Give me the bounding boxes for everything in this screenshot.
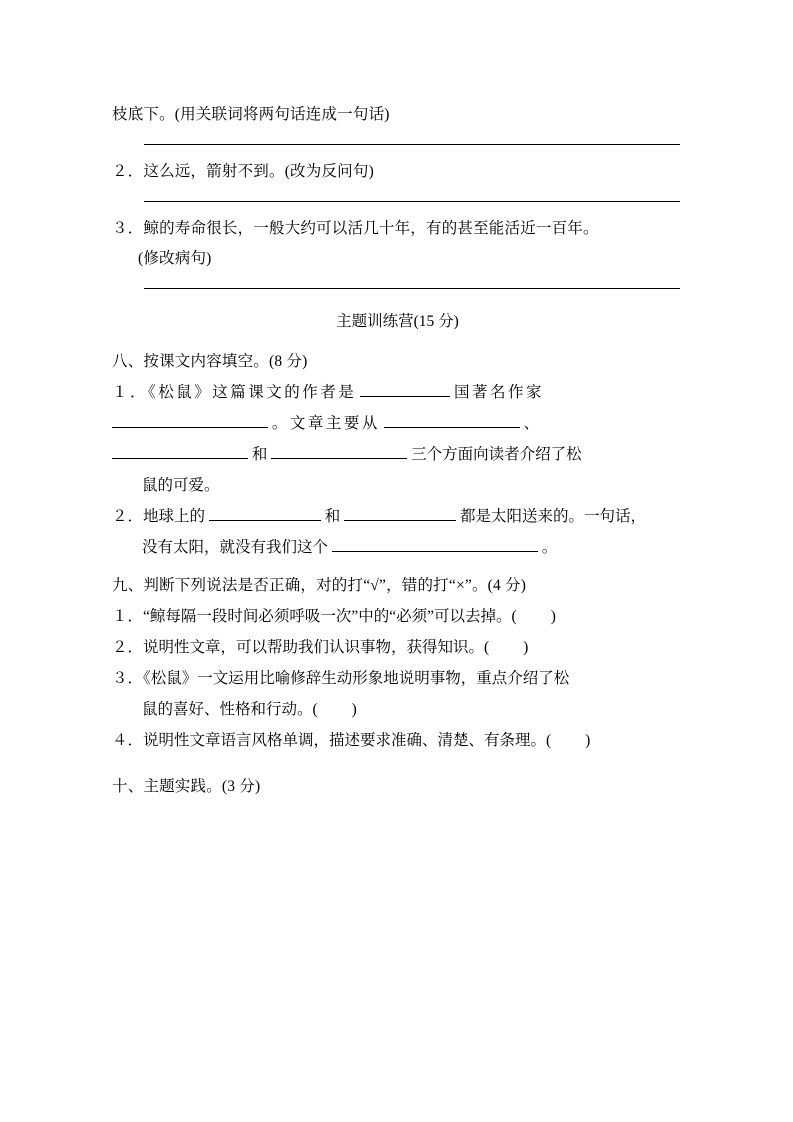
- fill-blank-6[interactable]: [209, 520, 321, 521]
- q9-1-close: ): [550, 608, 556, 625]
- q9-2-text: ２．说明性文章，可以帮助我们认识事物，获得知识。(: [112, 639, 490, 656]
- q8-2-text-b: 和: [324, 508, 341, 525]
- question-9-item-3-line2: [112, 694, 683, 725]
- question-8-title: 八、按课文内容填空。(8 分): [112, 353, 308, 370]
- q9-4-text: ４．说明性文章语言风格单调，描述要求准确、清楚、有条理。(: [112, 732, 552, 749]
- q8-1-text-d: 、: [523, 415, 542, 432]
- fill-blank-1[interactable]: [360, 396, 450, 397]
- question-7-item-3: ３．鲸的寿命很长，一般大约可以活几十年，有的甚至能活近一百年。: [112, 220, 599, 237]
- q8-1-text-b: 国著名作家: [454, 384, 545, 401]
- q9-4-close: ): [585, 732, 591, 749]
- question-8-item-1-line3: [112, 439, 683, 470]
- fill-blank-8[interactable]: [332, 551, 538, 552]
- fill-blank-3[interactable]: [384, 427, 520, 428]
- answer-line-3[interactable]: [144, 288, 680, 289]
- q9-3-text-b: 鼠的喜好、性格和行动。(: [142, 701, 318, 718]
- question-9-item-4: [112, 725, 683, 756]
- question-8-item-2-line2: [112, 532, 683, 563]
- question-9-item-2: [112, 632, 683, 663]
- question-9-item-3: ３．《松鼠》一文运用比喻修辞生动形象地说明事物，重点介绍了松: [112, 670, 570, 687]
- answer-line-1[interactable]: [144, 144, 680, 145]
- answer-line-2[interactable]: [144, 201, 680, 202]
- q8-2-text-a: ２．地球上的: [112, 508, 206, 525]
- q8-2-text-c: 都是太阳送来的。一句话，: [460, 508, 647, 525]
- question-7-item-2: ２．这么远，箭射不到。(改为反问句): [112, 163, 374, 180]
- question-8-item-1-line2: [112, 408, 683, 439]
- q8-2-text-e: 。: [541, 539, 558, 556]
- q8-1-text-f: 三个方面向读者介绍了松: [411, 446, 582, 463]
- question-7-continuation: 枝底下。(用关联词将两句话连成一句话): [112, 106, 390, 123]
- fill-blank-5[interactable]: [271, 458, 407, 459]
- q8-2-text-d: 没有太阳，就没有我们这个: [142, 539, 329, 556]
- q9-3-close: ): [351, 701, 357, 718]
- q8-1-text-e: 和: [251, 446, 268, 463]
- fill-blank-4[interactable]: [112, 458, 248, 459]
- question-9-item-1: [112, 601, 683, 632]
- question-9-title: 九、判断下列说法是否正确，对的打“√”，错的打“×”。(4 分): [112, 577, 527, 594]
- question-8-item-1-line4: 鼠的可爱。: [142, 477, 220, 494]
- q9-2-close: ): [523, 639, 529, 656]
- fill-blank-7[interactable]: [344, 520, 456, 521]
- fill-blank-2[interactable]: [112, 427, 268, 428]
- question-7-item-3-note: (修改病句): [138, 250, 212, 267]
- question-10-title: 十、主题实践。(3 分): [112, 778, 261, 795]
- q9-1-text: １．“鲸每隔一段时间必须呼吸一次”中的“必须”可以去掉。(: [112, 608, 517, 625]
- section-title-theme-training: 主题训练营(15 分): [336, 313, 459, 330]
- q8-1-text-a: １．《松鼠》这篇课文的作者是: [112, 384, 357, 401]
- q8-1-text-c: 。文章主要从: [271, 415, 380, 432]
- question-8-item-1: [112, 377, 683, 408]
- question-8-item-2: [112, 501, 683, 532]
